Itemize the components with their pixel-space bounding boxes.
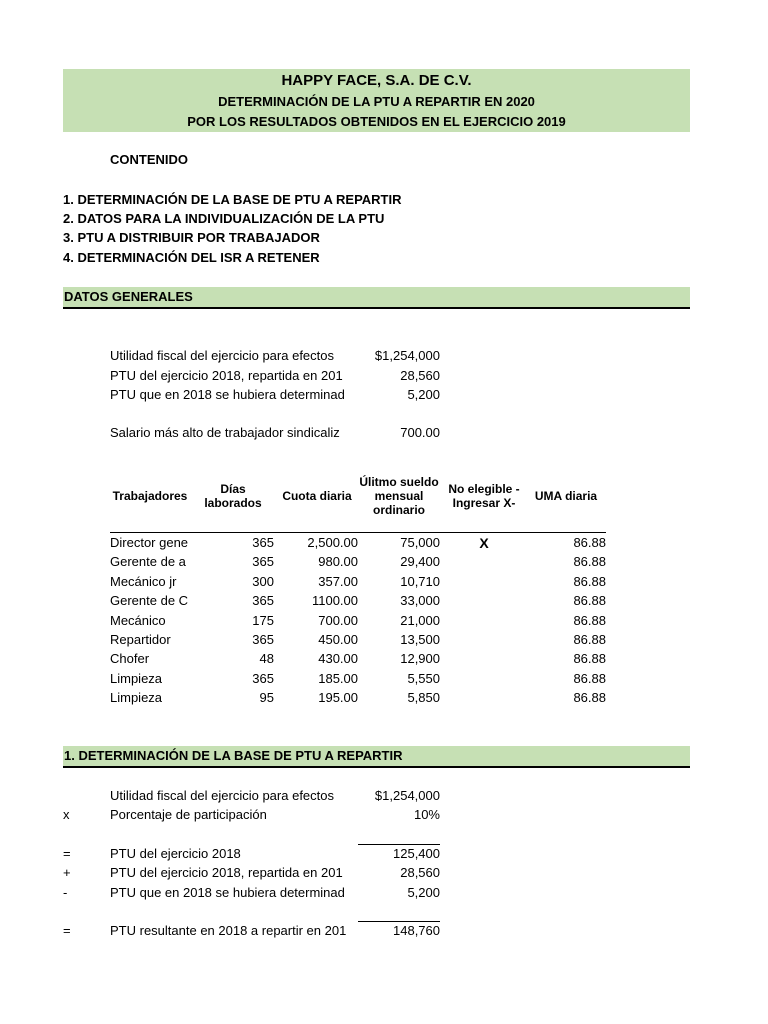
column-header-not-eligible: No elegible -Ingresar X-: [448, 482, 520, 510]
general-label: Utilidad fiscal del ejercicio para efectos: [110, 348, 334, 363]
worker-salary: 75,000: [400, 535, 440, 550]
section-header-ptu-base: [63, 746, 690, 768]
column-header-workers: Trabajadores: [112, 489, 188, 503]
worker-name: Gerente de a: [110, 554, 186, 570]
general-label: PTU del ejercicio 2018, repartida en 201: [110, 368, 343, 383]
table-header-rule: [110, 532, 606, 533]
calc-label: PTU del ejercicio 2018, repartida en 201: [110, 865, 343, 880]
worker-days: 175: [252, 612, 274, 628]
calc-value: $1,254,000: [374, 788, 440, 803]
worker-salary: 13,500: [400, 632, 440, 647]
worker-quota: 980.00: [318, 554, 358, 570]
worker-uma: 86.88: [573, 573, 606, 589]
worker-quota: 450.00: [318, 632, 358, 647]
worker-salary: 5,850: [407, 690, 440, 706]
worker-uma: 86.88: [573, 593, 606, 609]
worker-salary: 12,900: [400, 651, 440, 667]
worker-name: Mecánico jr: [110, 573, 177, 589]
total-rule: [358, 921, 440, 922]
worker-salary: 29,400: [400, 554, 440, 570]
contents-item: 2. DATOS PARA LA INDIVIDUALIZACIÓN DE LA PTU: [63, 211, 385, 226]
worker-days: 365: [252, 535, 274, 550]
worker-quota: 700.00: [318, 612, 358, 628]
calc-label: PTU del ejercicio 2018: [110, 846, 241, 861]
contents-item: 1. DETERMINACIÓN DE LA BASE DE PTU A REPARTIR: [63, 192, 402, 207]
column-header-quota: Cuota diaria: [282, 489, 352, 503]
general-label: Salario más alto de trabajador sindicaliz: [110, 425, 340, 440]
operator-symbol: =: [63, 923, 71, 938]
calc-label: PTU que en 2018 se hubiera determinad: [110, 885, 345, 900]
header-banner: [63, 69, 690, 132]
column-header-salary: Úlitmo sueldo mensual ordinario: [359, 475, 439, 517]
calc-value: 28,560: [400, 865, 440, 880]
worker-salary: 21,000: [400, 612, 440, 628]
section-title: 1. DETERMINACIÓN DE LA BASE DE PTU A REPARTIR: [64, 748, 403, 763]
operator-symbol: +: [63, 865, 71, 880]
worker-quota: 2,500.00: [307, 535, 358, 550]
column-header-uma: UMA diaria: [534, 489, 598, 503]
general-label: PTU que en 2018 se hubiera determinad: [110, 387, 345, 402]
worker-name: Limpieza: [110, 670, 163, 686]
worker-uma: 86.88: [573, 554, 606, 570]
worker-uma: 86.88: [573, 612, 606, 628]
worker-salary: 5,550: [407, 670, 440, 686]
general-value: 5,200: [407, 387, 440, 402]
worker-days: 300: [252, 573, 274, 589]
worker-uma: 86.88: [573, 670, 606, 686]
worker-uma: 86.88: [573, 535, 606, 550]
worker-name: Chofer: [110, 651, 150, 667]
calc-label: Porcentaje de participación: [110, 807, 267, 822]
worker-name: Repartidor: [110, 632, 171, 647]
contents-item: 4. DETERMINACIÓN DEL ISR A RETENER: [63, 250, 320, 265]
worker-not-eligible-flag: X: [479, 535, 489, 551]
general-value: 700.00: [400, 425, 440, 440]
worker-salary: 10,710: [400, 573, 440, 589]
column-header-days: Días laborados: [204, 482, 262, 510]
calc-value: 125,400: [393, 846, 440, 861]
worker-days: 365: [252, 632, 274, 647]
worker-quota: 195.00: [318, 690, 358, 706]
worker-days: 365: [252, 593, 274, 609]
worker-quota: 1100.00: [311, 593, 358, 609]
section-header-general: [63, 287, 690, 309]
worker-name: Mecánico: [110, 612, 166, 628]
worker-uma: 86.88: [573, 632, 606, 647]
worker-quota: 185.00: [318, 670, 358, 686]
worker-salary: 33,000: [400, 593, 440, 609]
calc-value: 10%: [413, 807, 440, 822]
calc-label: PTU resultante en 2018 a repartir en 201: [110, 923, 347, 938]
operator-symbol: x: [63, 807, 70, 822]
section-title: DATOS GENERALES: [64, 289, 193, 304]
worker-quota: 430.00: [318, 651, 358, 667]
company-name: HAPPY FACE, S.A. DE C.V.: [281, 72, 472, 89]
worker-uma: 86.88: [573, 651, 606, 667]
worker-days: 95: [259, 690, 274, 706]
worker-name: Gerente de C: [110, 593, 189, 609]
operator-symbol: -: [63, 885, 68, 900]
worker-days: 365: [252, 670, 274, 686]
worker-quota: 357.00: [318, 573, 358, 589]
contents-title: CONTENIDO: [110, 152, 188, 167]
contents-item: 3. PTU A DISTRIBUIR POR TRABAJADOR: [63, 230, 320, 245]
operator-symbol: =: [63, 846, 71, 861]
worker-days: 365: [252, 554, 274, 570]
general-value: 28,560: [400, 368, 440, 383]
document-subtitle: DETERMINACIÓN DE LA PTU A REPARTIR EN 2020: [218, 94, 535, 109]
worker-days: 48: [259, 651, 274, 667]
worker-name: Limpieza: [110, 690, 163, 706]
calc-label: Utilidad fiscal del ejercicio para efectos: [110, 788, 334, 803]
worker-name: Director gene: [110, 535, 189, 550]
sum-rule: [358, 844, 440, 845]
document-subtitle-2: POR LOS RESULTADOS OBTENIDOS EN EL EJERCICIO 2019: [187, 114, 566, 129]
general-value: $1,254,000: [374, 348, 440, 363]
worker-uma: 86.88: [573, 690, 606, 706]
calc-value: 5,200: [407, 885, 440, 900]
calc-value: 148,760: [393, 923, 440, 938]
